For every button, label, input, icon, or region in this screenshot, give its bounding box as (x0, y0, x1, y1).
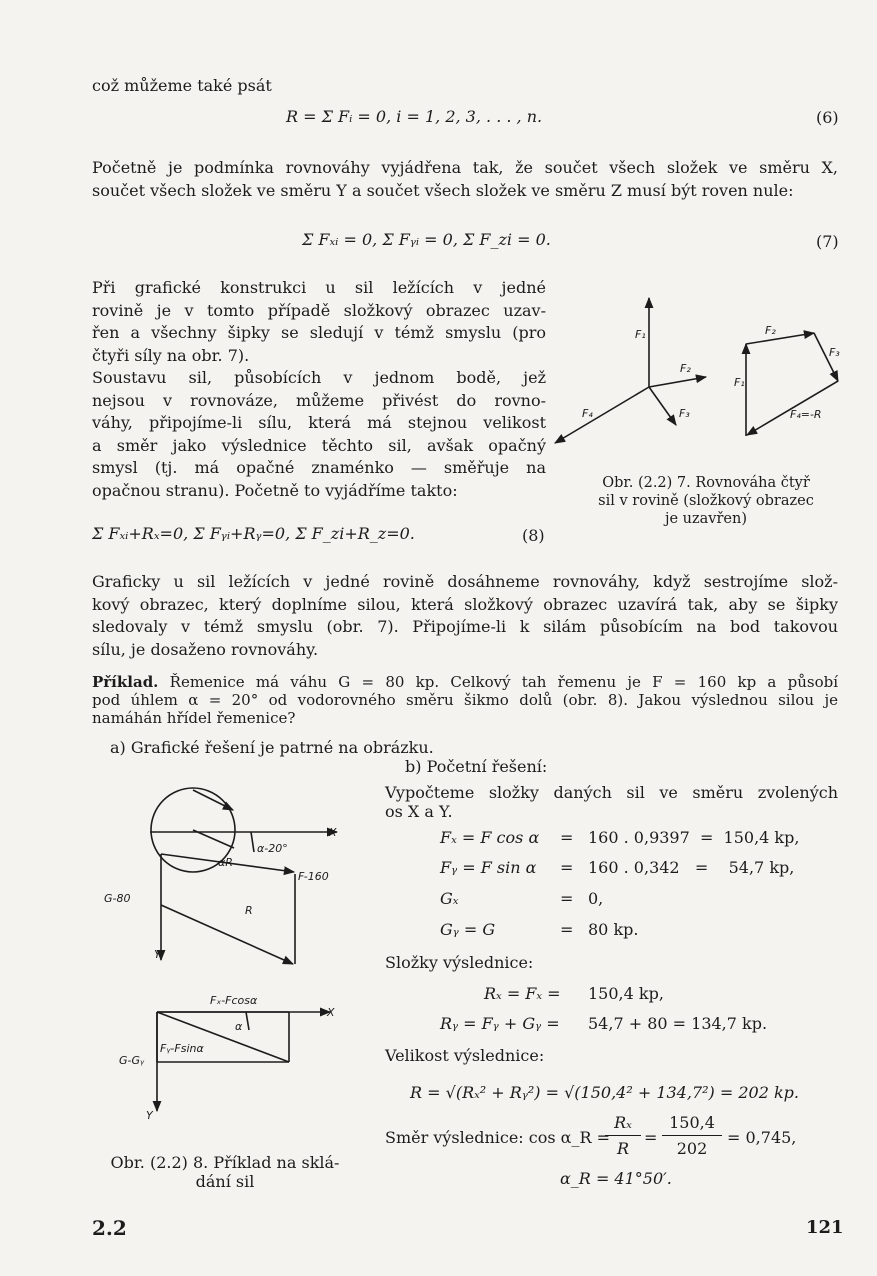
equation-8: Σ Fₓᵢ+Rₓ=0, Σ Fᵧᵢ+Rᵧ=0, Σ F_zi+R_z=0. (92, 524, 415, 543)
label-g80: G-80 (104, 892, 131, 905)
caption-line: Obr. (2.2) 7. Rovnováha čtyř (602, 475, 810, 491)
label-r: R (245, 904, 253, 917)
force-f4-arrow (555, 387, 649, 443)
example-heading: Příklad. (92, 673, 159, 691)
paragraph-line: smysl (tj. má opačné znaménko — směřuje na (92, 458, 546, 477)
label-f4r: F₄=-R (790, 408, 822, 421)
paragraph-line: a směr jako výslednice těchto sil, avšak opačný (92, 435, 546, 455)
label-alpha20: α-20° (257, 842, 288, 855)
numeric-intro-line: Vypočteme složky daných sil ve směru zvolených (385, 783, 838, 802)
paragraph-line: součet všech složek ve směru Y a součet všech složek ve směru Z musí být roven nule: (92, 180, 794, 200)
graphic-solution-title: a) Grafické řešení je patrné na obrázku. (110, 738, 434, 757)
label-x-bot: X (327, 1006, 335, 1019)
resultant-lhs: Rₓ = Fₓ = (484, 984, 561, 1003)
component-eq: = (560, 828, 574, 847)
magnitude-title: Velikost výslednice: (385, 1046, 545, 1065)
example-line: Řemenice má váhu G = 80 kp. Celkový tah řemenu je F = 160 kp a působí (169, 673, 838, 691)
caption-line: dání sil (195, 1172, 255, 1191)
direction-frac2-num: 150,4 (669, 1113, 715, 1132)
component-lhs: Gₓ (440, 889, 459, 908)
label-f3b: F₃ (829, 346, 840, 359)
component-rhs: 80 kp. (588, 920, 639, 939)
label-f160: F-160 (298, 870, 329, 883)
direction-frac1-den: R (616, 1139, 630, 1158)
label-f2b: F₂ (765, 324, 776, 337)
label-f1: F₁ (635, 328, 646, 341)
component-lhs: Gᵧ = G (440, 920, 496, 939)
section-number: 2.2 (92, 1216, 127, 1240)
component-eq: = (560, 889, 574, 908)
paragraph-line: řen a všechny šipky se sledují v témž smyslu (pro (92, 323, 546, 342)
figure-8-lower (157, 1012, 330, 1111)
paragraph-line: Početně je podmínka rovnováhy vyjádřena tak, že součet všech složek ve směru X, (92, 158, 838, 177)
numeric-solution-title: b) Početní řešení: (405, 757, 548, 776)
direction-frac2-den: 202 (676, 1139, 708, 1158)
paragraph-line: sledovaly v témž smyslu (obr. 7). Připojíme-li k silám působícím na bod takovou (92, 617, 838, 636)
label-alpha: α (235, 1020, 243, 1033)
label-y-top: Y (154, 948, 161, 961)
label-y-bot: Y (146, 1109, 153, 1122)
paragraph-line: rovině je v tomto případě složkový obrazec uzav- (92, 300, 546, 320)
caption-line: Obr. (2.2) 8. Příklad na sklá- (110, 1153, 340, 1172)
direction-frac1-num: Rₓ (614, 1113, 632, 1132)
component-rhs: 0, (588, 889, 604, 908)
equation-6-number: (6) (816, 108, 839, 127)
direction-prefix: Směr výslednice: cos α_R = (385, 1128, 611, 1147)
caption-line: sil v rovině (složkový obrazec (598, 493, 814, 509)
numeric-intro-line: os X a Y. (385, 802, 453, 821)
alpha-arc-lower (246, 1012, 249, 1030)
label-g-gy: G-Gᵧ (119, 1054, 145, 1067)
equation-7: Σ Fₓᵢ = 0, Σ Fᵧᵢ = 0, Σ F_zi = 0. (302, 230, 551, 249)
paragraph-line: kový obrazec, který doplníme silou, která složkový obrazec uzavírá tak, aby se šipky (92, 594, 838, 614)
force-f2-arrow (649, 377, 706, 387)
paragraph-line: čtyři síly na obr. 7). (92, 345, 250, 365)
label-f1b: F₁ (734, 376, 745, 389)
magnitude-equation: R = √(Rₓ² + Rᵧ²) = √(150,4² + 134,7²) = 202 kp. (410, 1083, 800, 1102)
example-line: pod úhlem α = 20° od vodorovného směru šikmo dolů (obr. 8). Jakou výslednou silou je (92, 691, 838, 709)
label-fy: Fᵧ-Fsinα (160, 1042, 204, 1055)
label-x-top: X (329, 826, 337, 839)
page-number: 121 (806, 1217, 844, 1238)
example-line: namáhán hřídel řemenice? (92, 709, 296, 727)
component-lhs: Fₓ = F cos α (440, 828, 540, 847)
caption-line: je uzavřen) (664, 511, 747, 527)
component-eq: = (560, 920, 574, 939)
alpha-arc (251, 832, 254, 852)
equation-8-number: (8) (522, 526, 545, 545)
label-f3: F₃ (679, 407, 690, 420)
paragraph-line: Při grafické konstrukci u sil ležících v jedné (92, 278, 546, 297)
resultant-rhs: 54,7 + 80 = 134,7 kp. (588, 1014, 768, 1033)
resultant-lhs: Rᵧ = Fᵧ + Gᵧ = (440, 1014, 560, 1033)
paragraph-line: Graficky u sil ležících v jedné rovině dosáhneme rovnováhy, když sestrojíme slož- (92, 572, 838, 591)
label-fx: Fₓ-Fcosα (210, 994, 258, 1007)
component-eq: = (560, 858, 574, 877)
component-rhs: 160 . 0,9397 = 150,4 kp, (588, 828, 800, 847)
direction-angle: α_R = 41°50′. (560, 1169, 672, 1188)
resultant-title: Složky výslednice: (385, 953, 534, 972)
paragraph-line: nejsou v rovnováze, můžeme přivést do rovno- (92, 390, 546, 410)
resultant-rhs: 150,4 kp, (588, 984, 664, 1003)
label-alphaR: αR (218, 856, 233, 869)
paragraph-line: váhy, připojíme-li sílu, která má stejnou velikost (92, 413, 546, 432)
resultant-r-arrow (161, 905, 293, 964)
label-f4: F₄ (582, 407, 593, 420)
paragraph-line: Soustavu sil, působících v jednom bodě, jež (92, 368, 546, 387)
equation-7-number: (7) (816, 232, 839, 251)
intro-line: což můžeme také psát (92, 76, 272, 95)
force-f3-arrow (649, 387, 676, 425)
equation-6: R = Σ Fᵢ = 0, i = 1, 2, 3, . . . , n. (286, 107, 543, 126)
paragraph-line: opačnou stranu). Početně to vyjádříme takto: (92, 480, 458, 500)
component-rhs: 160 . 0,342 = 54,7 kp, (588, 858, 795, 877)
direction-result: = 0,745, (727, 1128, 797, 1147)
direction-eq: = (644, 1128, 658, 1147)
label-f2: F₂ (680, 362, 691, 375)
component-lhs: Fᵧ = F sin α (440, 858, 537, 877)
paragraph-line: sílu, je dosaženo rovnováhy. (92, 639, 319, 659)
polygon-f2-arrow (746, 333, 814, 344)
